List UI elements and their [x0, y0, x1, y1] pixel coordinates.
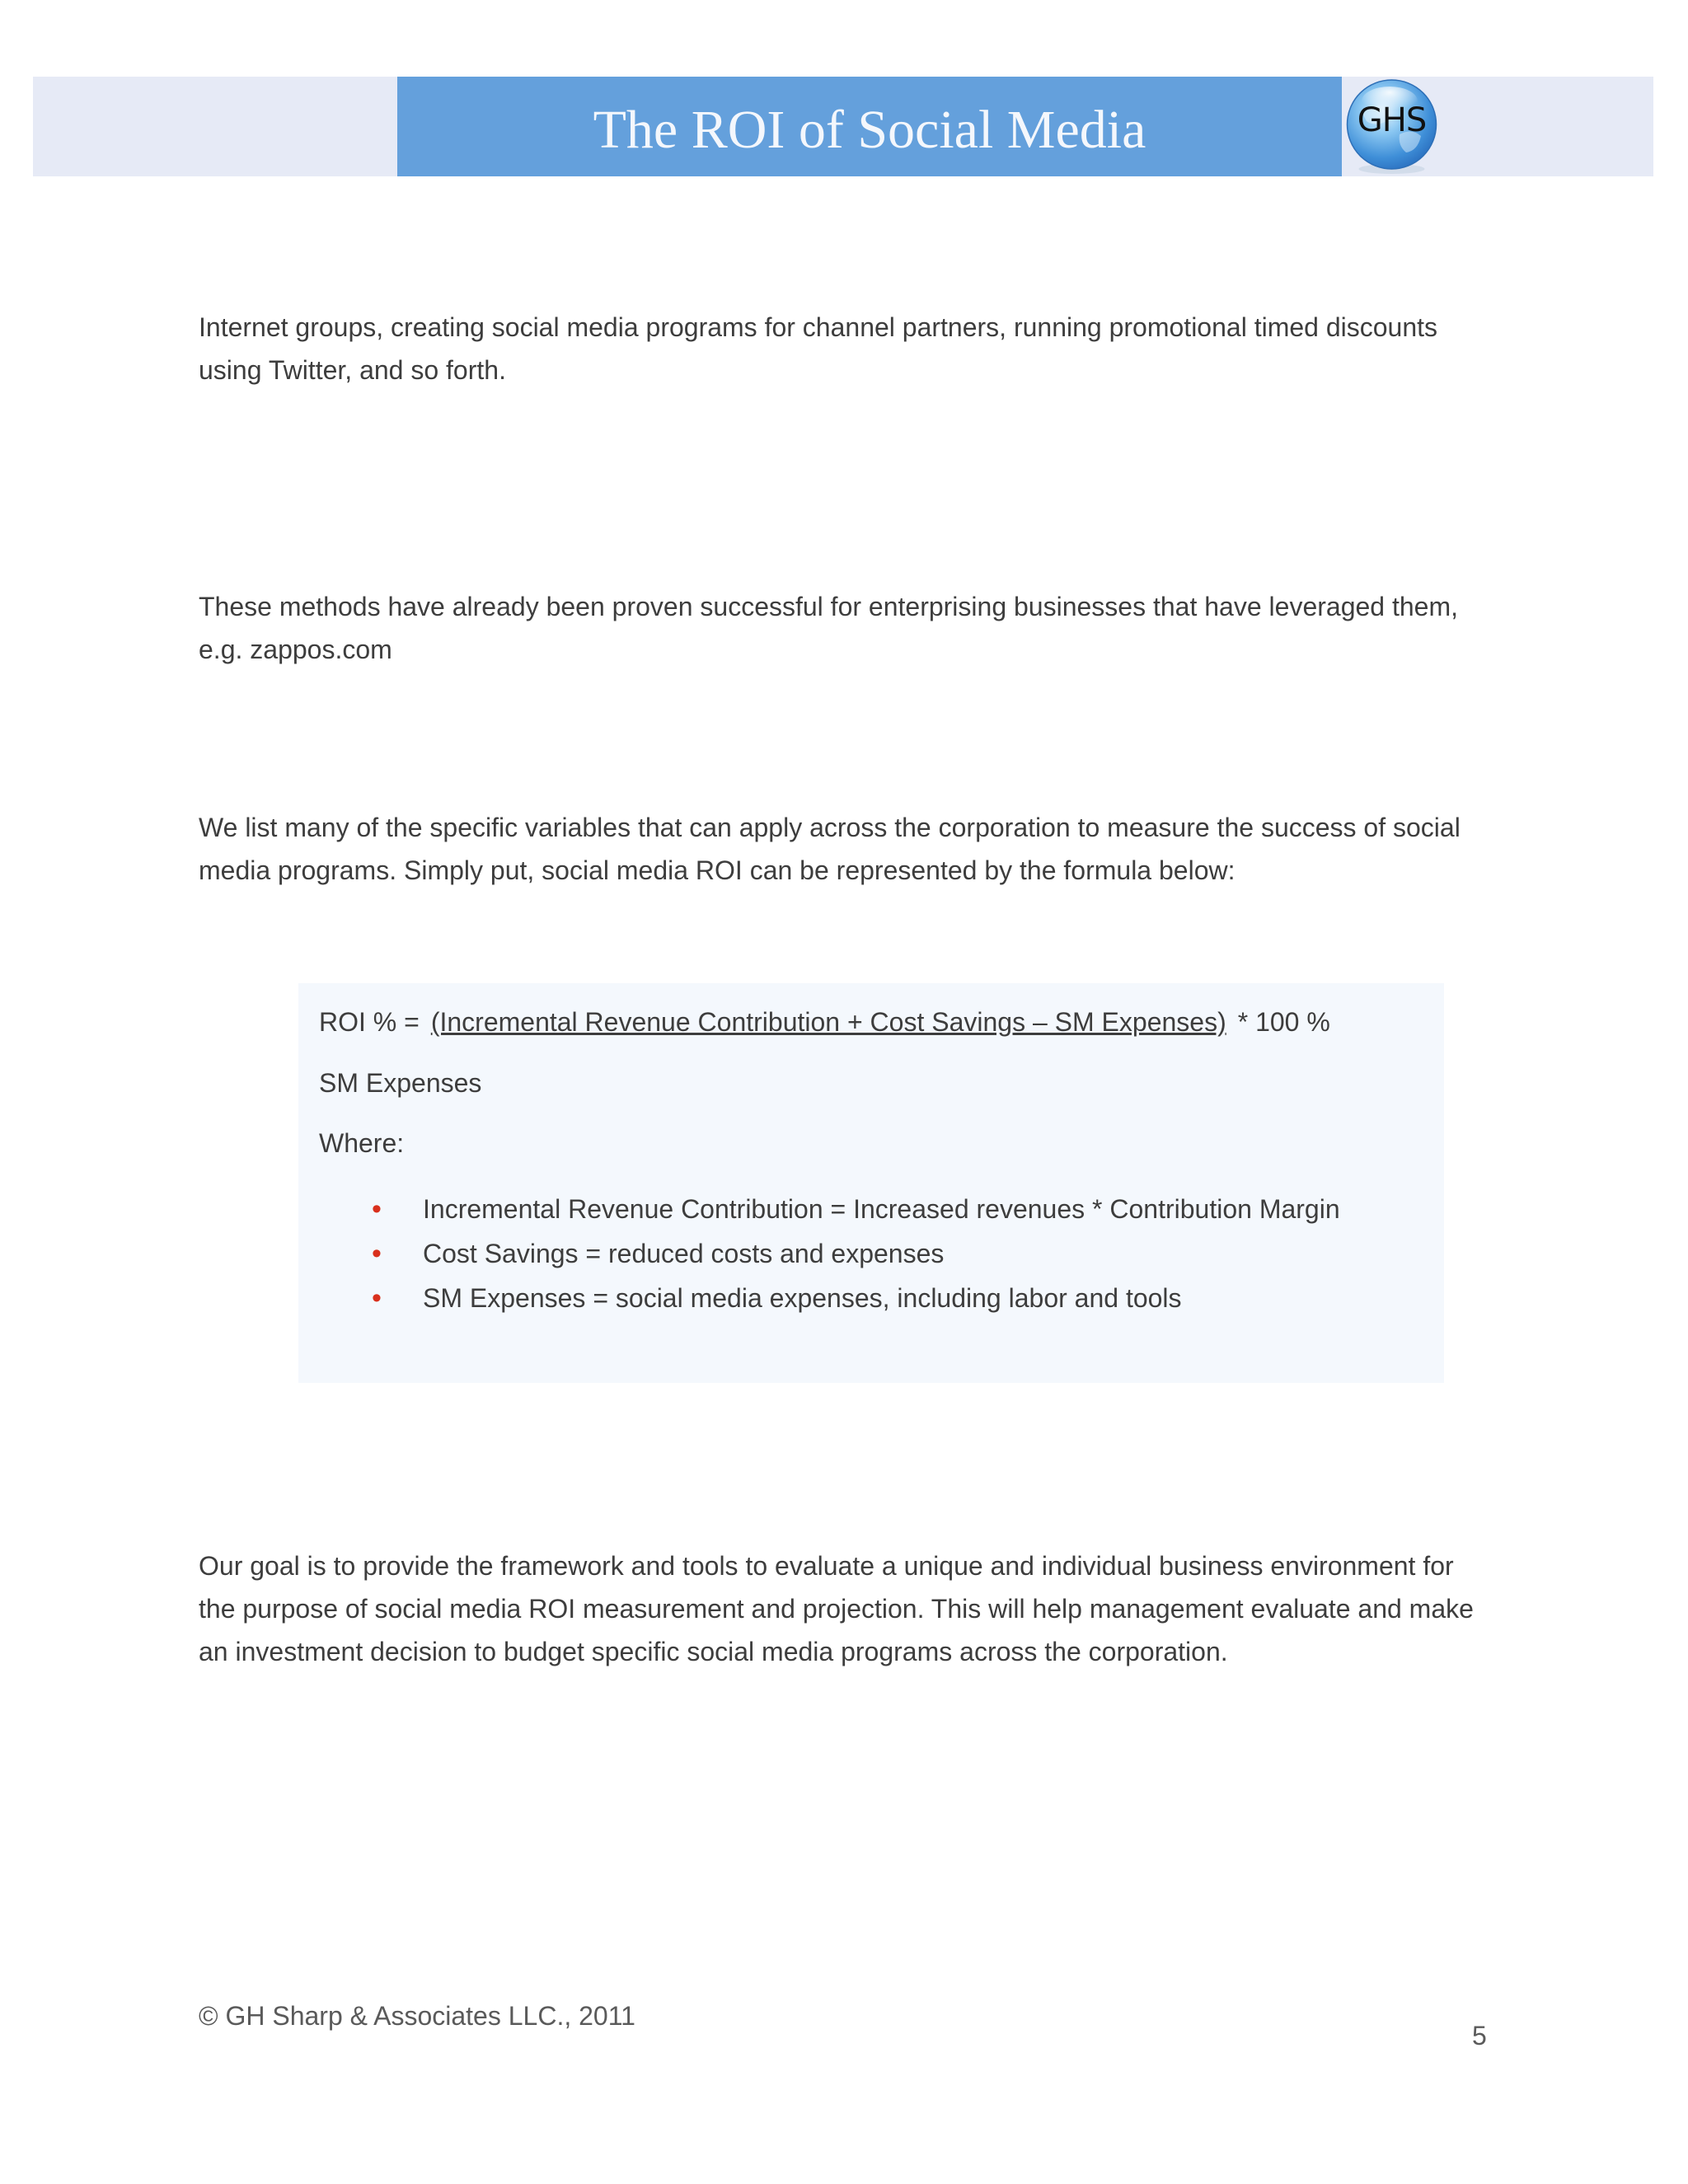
roi-formula: [319, 1007, 1330, 1038]
list-item: [319, 1231, 1340, 1276]
definition-list: [319, 1187, 1340, 1320]
paragraph-proven-methods: These methods have already been proven successful for enterprising businesses that have leveraged them, e.g. zappos.com: [199, 592, 1458, 664]
definition-text: Incremental Revenue Contribution = Increased revenues * Contribution Margin: [423, 1194, 1340, 1224]
definition-text: SM Expenses = social media expenses, including labor and tools: [423, 1283, 1182, 1313]
paragraph-specific-variables: We list many of the specific variables that can apply across the corporation to measure the success of social media programs. Simply put, social media ROI can be represented by the formula below:: [199, 813, 1461, 885]
paragraph-internet-groups: Internet groups, creating social media programs for channel partners, running promotional timed discounts using Twitter, and so forth.: [199, 312, 1438, 385]
bullet-icon: •: [372, 1282, 382, 1314]
document-title: The ROI of Social Media: [593, 99, 1146, 160]
ghs-globe-logo: [1342, 77, 1442, 176]
footer-copyright: © GH Sharp & Associates LLC., 2011: [199, 2001, 635, 2031]
formula-box: [298, 983, 1444, 1383]
bullet-icon: •: [372, 1238, 382, 1269]
list-item: [319, 1276, 1340, 1320]
page-number: 5: [1472, 2021, 1487, 2050]
formula-numerator: (Incremental Revenue Contribution + Cost Savings – SM Expenses): [430, 1007, 1226, 1037]
list-item: [319, 1187, 1340, 1231]
logo-text: GHS: [1357, 101, 1427, 139]
formula-denominator: SM Expenses: [319, 1068, 482, 1098]
where-label: Where:: [319, 1128, 405, 1158]
definition-text: Cost Savings = reduced costs and expenses: [423, 1239, 945, 1268]
formula-multiplier: * 100 %: [1237, 1007, 1330, 1037]
formula-lhs: ROI % =: [319, 1007, 420, 1037]
paragraph-our-goal: Our goal is to provide the framework and tools to evaluate a unique and individual business environment for the purpose of social media ROI measurement and projection. This will help management evaluate and make an investment decision to budget specific social media programs across the corporation.: [199, 1551, 1474, 1666]
bullet-icon: •: [372, 1193, 382, 1225]
